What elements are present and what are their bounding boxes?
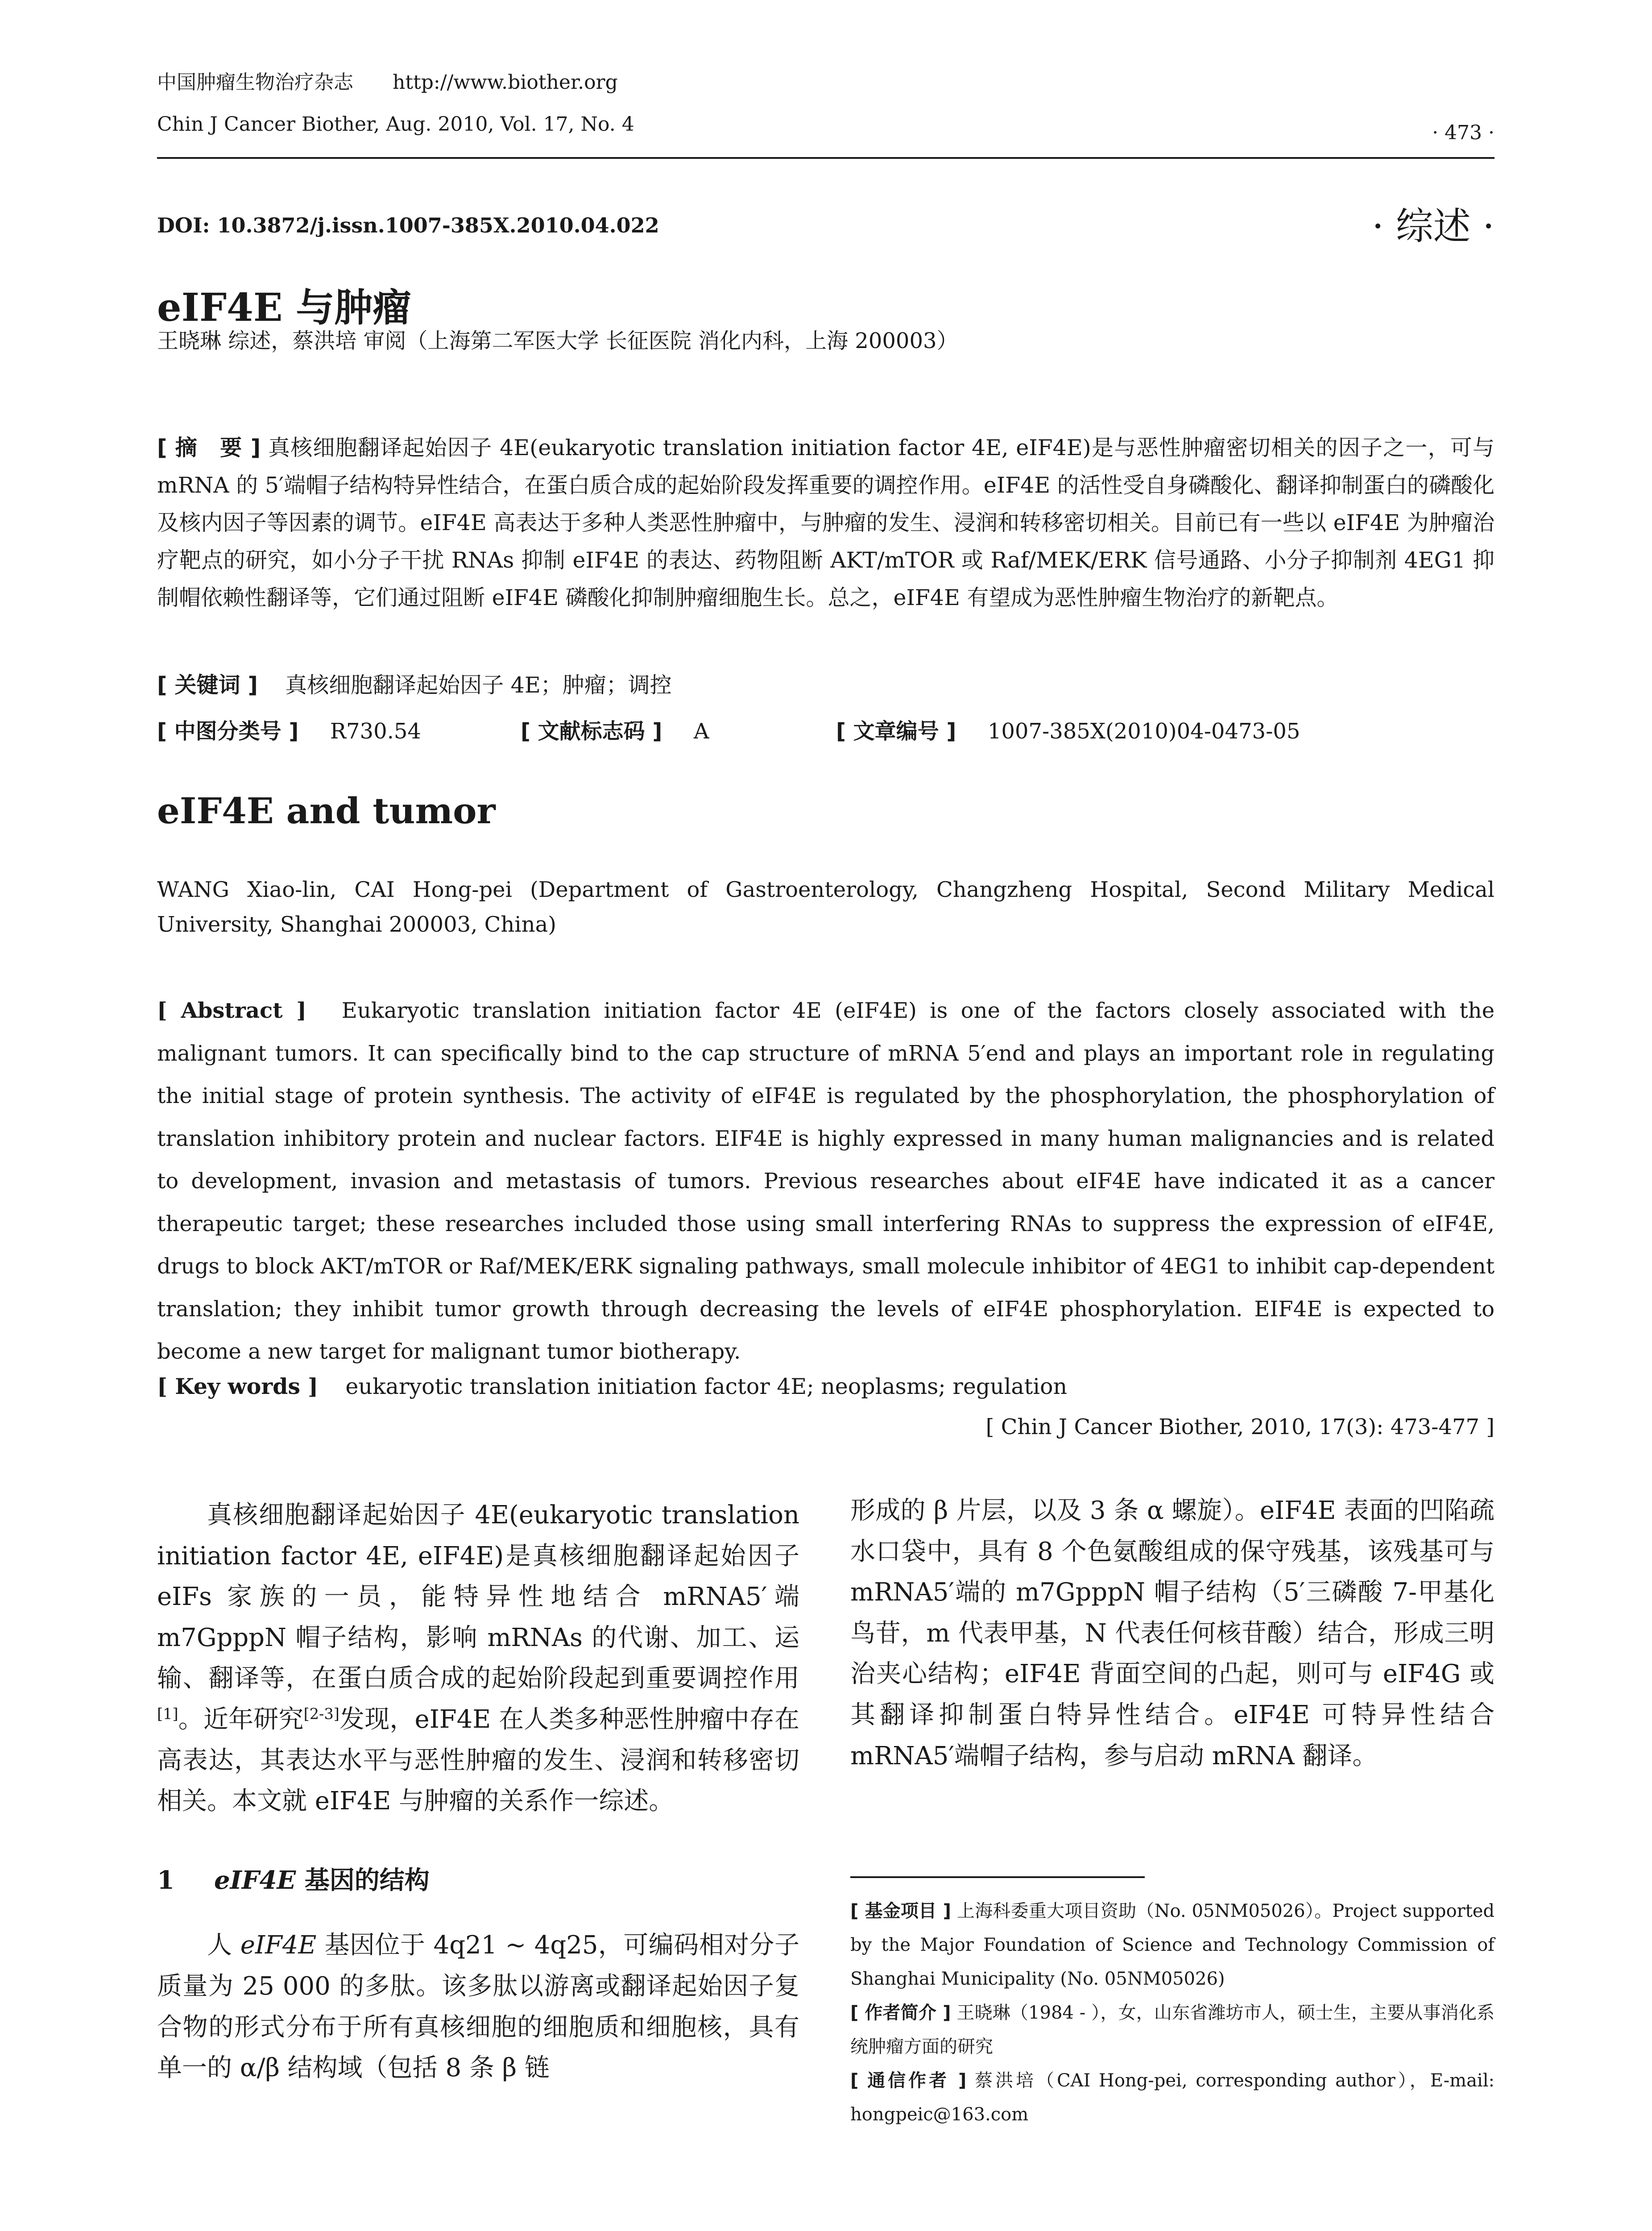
doi: DOI: 10.3872/j.issn.1007-385X.2010.04.022: [157, 213, 659, 237]
clc-value: R730.54: [330, 719, 421, 744]
body-right-column: [850, 1490, 1495, 1776]
para1-gene: eIF4E: [240, 1931, 317, 1960]
ref-2-3[interactable]: [2-3]: [303, 1705, 340, 1723]
intro-text-2: 。近年研究: [178, 1704, 304, 1734]
abstract-en-label: [ Abstract ]: [157, 998, 306, 1023]
footnotes: [850, 1894, 1495, 2131]
right-column-paragraph: 形成的 β 片层，以及 3 条 α 螺旋）。eIF4E 表面的凹陷疏水口袋中，具有 8 个色氨酸组成的保守残基，该残基可与 mRNA5′端的 m7GpppN 帽子结构（5′三磷酸 7-甲基化鸟苷，m 代表甲基，N 代表任何核苷酸）结合，形成三明治夹心结构；eIF4E 背面空间的凸起，则可与 eIF4G 或其翻译抑制蛋白特异性结合。eIF4E 可特异性结合 mRNA5′端帽子结构，参与启动 mRNA 翻译。: [850, 1496, 1495, 1771]
keywords-cn-text: 真核细胞翻译起始因子 4E；肿瘤；调控: [285, 672, 672, 698]
author-text: 王晓琳（1984 - ），女，山东省潍坊市人，硕士生，主要从事消化系统肿瘤方面的研究: [850, 2003, 1495, 2057]
body-left-column: [157, 1495, 799, 2089]
journal-url[interactable]: http://www.biother.org: [393, 71, 618, 94]
abstract-en-text: Eukaryotic translation initiation factor 4E (eIF4E) is one of the factors closely associated with the malignant tumors. It can specifically bind to the cap structure of mRNA 5′end and plays an important role in regulating the initial stage of protein synthesis. The activity of eIF4E is regulated by the phosphorylation, the phosphorylation of translation inhibitory protein and nuclear factors. EIF4E is highly expressed in many human malignancies and is related to development, invasion and metastasis of tumors. Previous researches about eIF4E have indicated it as a cancer therapeutic target; these researches included those using small interfering RNAs to suppress the expression of eIF4E, drugs to block AKT/mTOR or Raf/MEK/ERK signaling pathways, small molecule inhibitor of 4EG1 to inhibit cap-dependent translation; they inhibit tumor growth through decreasing the levels of eIF4E phosphorylation. EIF4E is expected to become a new target for malignant tumor biotherapy.: [157, 998, 1495, 1364]
journal-name-cn: 中国肿瘤生物治疗杂志: [157, 71, 353, 94]
para1-prefix: 人: [207, 1931, 240, 1960]
corr-text: 蔡洪培（CAI Hong-pei, corresponding author），E-mail: hongpeic@163.com: [850, 2070, 1495, 2125]
footnote-author: [850, 1996, 1495, 2064]
running-header-cn: [157, 67, 618, 98]
en-authors: WANG Xiao-lin, CAI Hong-pei (Department of Gastroenterology, Changzheng Hospital, Second Military Medical University, Shanghai 200003, China): [157, 877, 1495, 937]
keywords-cn-label: [ 关键词 ]: [157, 672, 258, 698]
author-label: [ 作者简介 ]: [850, 2003, 951, 2023]
section-tag: · 综述 ·: [1372, 204, 1495, 248]
en-title: eIF4E and tumor: [157, 790, 496, 832]
abstract-cn: [157, 429, 1495, 617]
section-1-gene: eIF4E: [214, 1865, 296, 1895]
section-1-number: 1: [157, 1865, 174, 1895]
fund-label: [ 基金项目 ]: [850, 1901, 951, 1921]
corr-label: [ 通信作者 ]: [850, 2070, 967, 2091]
keywords-en-label: [ Key words ]: [157, 1373, 319, 1399]
keywords-en: [157, 1373, 1067, 1399]
article-no-value: 1007-385X(2010)04-0473-05: [987, 719, 1300, 744]
keywords-cn: [157, 668, 672, 699]
footnote-rule: [850, 1876, 1145, 1878]
doc-code-label: [ 文献标志码 ]: [521, 719, 662, 744]
para1-text: 基因位于 4q21 ~ 4q25，可编码相对分子质量为 25 000 的多肽。该多肽以游离或翻译起始因子复合物的形式分布于所有真核细胞的细胞质和细胞核，具有单一的 α/β 结构域（包括 8 条 β 链: [157, 1931, 799, 2083]
section-1-heading: [157, 1860, 799, 1901]
intro-text-3: 发现，eIF4E 在人类多种恶性肿瘤中存在高表达，其表达水平与恶性肿瘤的发生、浸润和转移密切相关。本文就 eIF4E 与肿瘤的关系作一综述。: [157, 1704, 799, 1816]
header-rule: [157, 157, 1495, 159]
doc-code-value: A: [693, 719, 709, 744]
abstract-cn-text: 真核细胞翻译起始因子 4E(eukaryotic translation initiation factor 4E, eIF4E)是与恶性肿瘤密切相关的因子之一，可与 mRNA 的 5′端帽子结构特异性结合，在蛋白质合成的起始阶段发挥重要的调控作用。eIF4E 的活性受自身磷酸化、翻译抑制蛋白的磷酸化及核内因子等因素的调节。eIF4E 高表达于多种人类恶性肿瘤中，与肿瘤的发生、浸润和转移密切相关。目前已有一些以 eIF4E 为肿瘤治疗靶点的研究，如小分子干扰 RNAs 抑制 eIF4E 的表达、药物阻断 AKT/mTOR 或 Raf/MEK/ERK 信号通路、小分子抑制剂 4EG1 抑制帽依赖性翻译等，它们通过阻断 eIF4E 磷酸化抑制肿瘤细胞生长。总之，eIF4E 有望成为恶性肿瘤生物治疗的新靶点。: [157, 435, 1495, 610]
cn-title: eIF4E 与肿瘤: [157, 285, 411, 330]
section-1-title: 基因的结构: [296, 1865, 430, 1895]
ref-1[interactable]: [1]: [157, 1705, 178, 1723]
intro-paragraph: [157, 1495, 799, 1822]
abstract-cn-label: [ 摘 要 ]: [157, 435, 261, 460]
cn-authors: 王晓琳 综述，蔡洪培 审阅（上海第二军医大学 长征医院 消化内科，上海 200003）: [157, 328, 958, 353]
footnote-fund: [850, 1894, 1495, 1996]
article-no-label: [ 文章编号 ]: [836, 719, 956, 744]
page-number: · 473 ·: [1432, 121, 1495, 144]
footnote-correspondence: [850, 2064, 1495, 2131]
citation: [ Chin J Cancer Biother, 2010, 17(3): 473-477 ]: [985, 1414, 1495, 1439]
clc-label: [ 中图分类号 ]: [157, 719, 299, 744]
fund-text: 上海科委重大项目资助（No. 05NM05026）。Project supported by the Major Foundation of Science and Technology Commission of Shanghai Municipality (No. 05NM05026): [850, 1901, 1495, 1989]
journal-en-line: Chin J Cancer Biother, Aug. 2010, Vol. 17, No. 4: [157, 113, 634, 136]
abstract-en: [157, 990, 1495, 1373]
section-1-paragraph: [157, 1925, 799, 2088]
keywords-en-text: eukaryotic translation initiation factor 4E; neoplasms; regulation: [345, 1374, 1068, 1399]
intro-text-1: 真核细胞翻译起始因子 4E(eukaryotic translation initiation factor 4E, eIF4E)是真核细胞翻译起始因子 eIFs 家族的一员，能特异性地结合 mRNA5′端 m7GpppN 帽子结构，影响 mRNAs 的代谢、加工、运输、翻译等，在蛋白质合成的起始阶段起到重要调控作用: [157, 1501, 799, 1693]
